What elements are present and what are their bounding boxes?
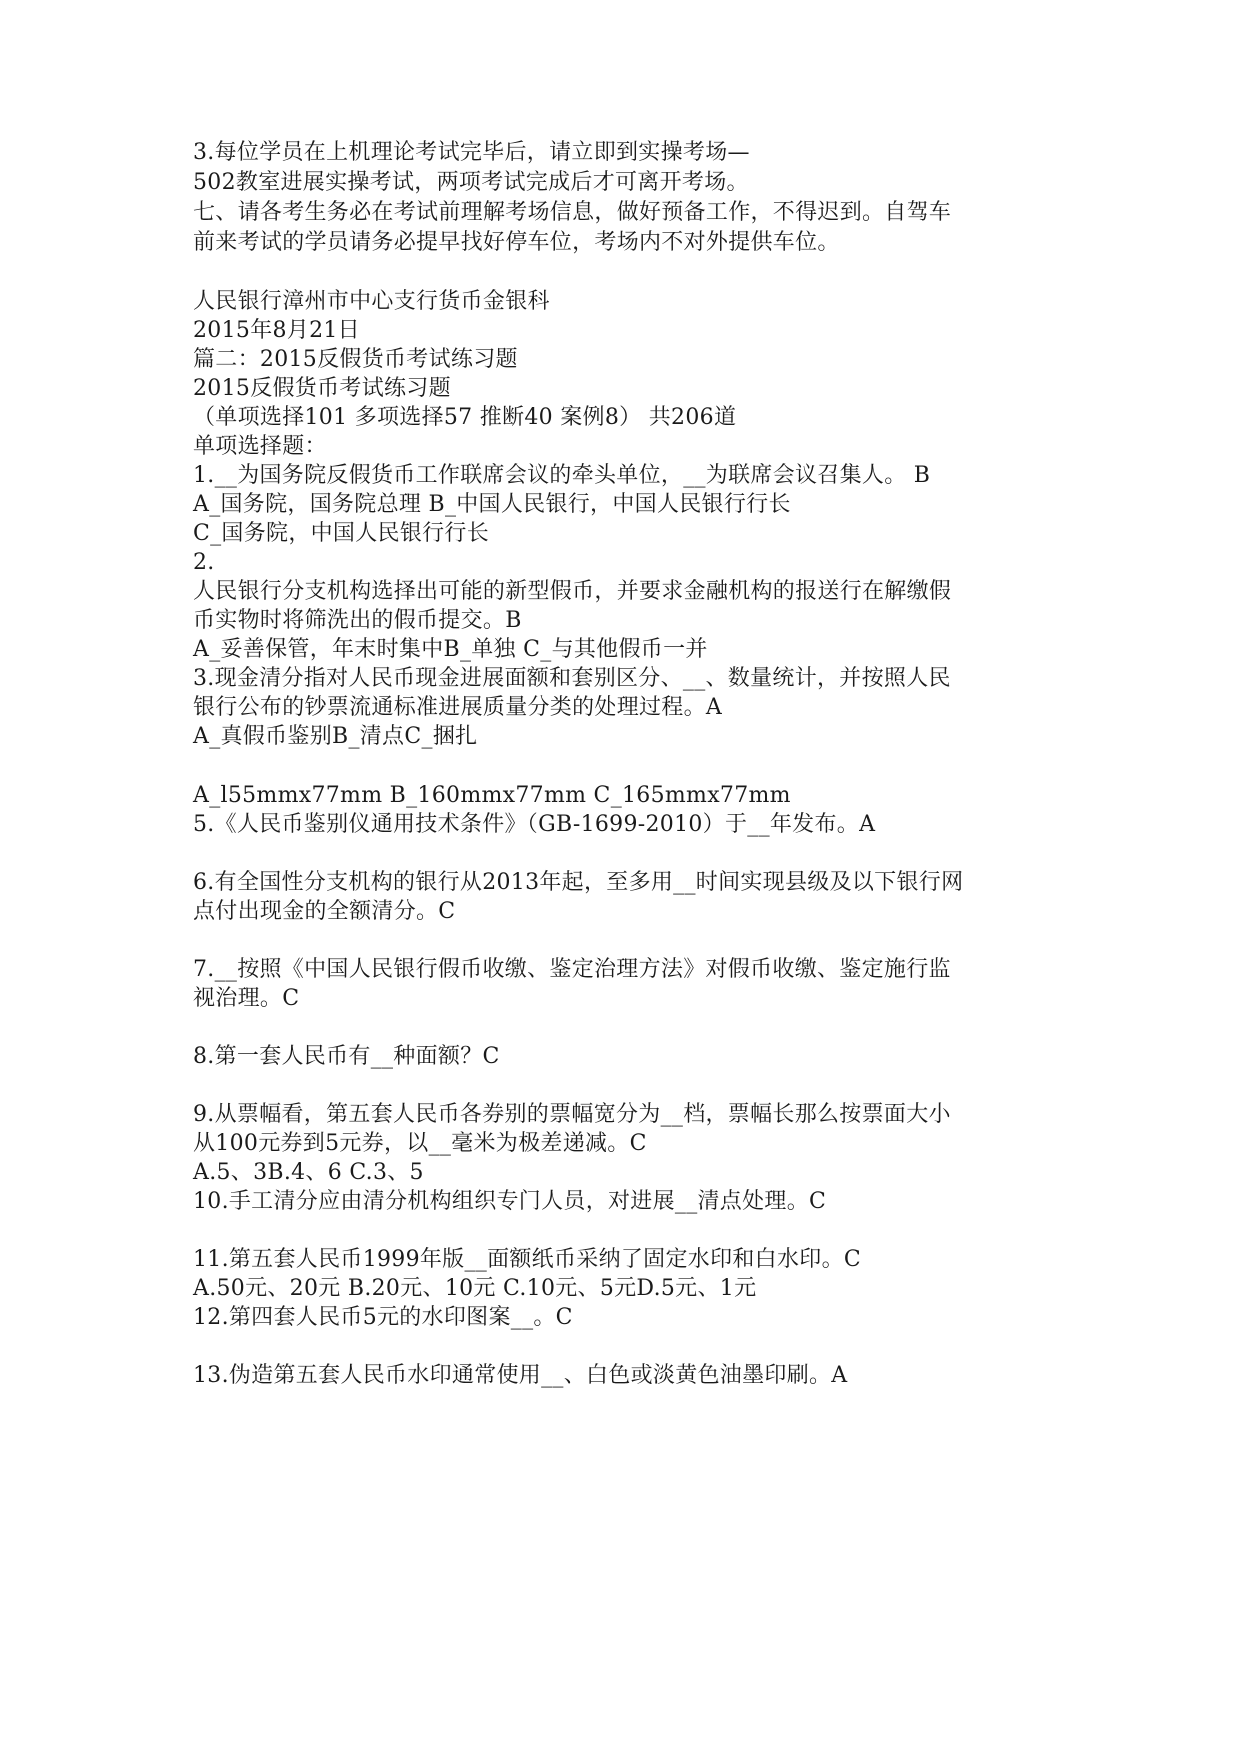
text-line: 1.__为国务院反假货币工作联席会议的牵头单位，__为联席会议召集人。 B <box>193 463 931 488</box>
text-line: 2015反假货币考试练习题 <box>193 376 451 401</box>
text-line: 人民银行分支机构选择出可能的新型假币，并要求金融机构的报送行在解缴假 <box>193 579 952 604</box>
text-line: 银行公布的钞票流通标准进展质量分类的处理过程。A <box>193 695 723 720</box>
text-line: 2. <box>193 550 215 575</box>
text-line: 篇二：2015反假货币考试练习题 <box>193 347 518 372</box>
text-line: 七、请各考生务必在考试前理解考场信息，做好预备工作，不得迟到。自驾车 <box>193 200 952 225</box>
text-line: A.50元、20元 B.20元、10元 C.10元、5元D.5元、1元 <box>193 1276 757 1301</box>
text-line: 3.每位学员在上机理论考试完毕后，请立即到实操考场— <box>193 140 750 165</box>
text-line: 12.第四套人民币5元的水印图案__。C <box>193 1305 573 1330</box>
text-line: 前来考试的学员请务必提早找好停车位，考场内不对外提供车位。 <box>193 230 840 255</box>
text-line: A_真假币鉴别B_清点C_捆扎 <box>193 724 478 749</box>
text-line: A_l55mmx77mm B_160mmx77mm C_165mmx77mm <box>193 783 791 808</box>
text-line: A_妥善保管，年末时集中B_单独 C_与其他假币一并 <box>193 637 708 662</box>
text-line: 点付出现金的全额清分。C <box>193 899 456 924</box>
text-line: 11.第五套人民币1999年版__面额纸币采纳了固定水印和白水印。C <box>193 1247 862 1272</box>
text-line: 单项选择题： <box>193 434 327 459</box>
text-line: A.5、3B.4、6 C.3、5 <box>193 1160 424 1185</box>
text-line: 13.伪造第五套人民币水印通常使用__、白色或淡黄色油墨印刷。A <box>193 1363 848 1388</box>
text-line: 2015年8月21日 <box>193 318 360 343</box>
text-line: C_国务院，中国人民银行行长 <box>193 521 490 546</box>
text-line: 5.《人民币鉴别仪通用技术条件》（GB-1699-2010）于__年发布。A <box>193 812 876 837</box>
text-line: 币实物时将筛洗出的假币提交。B <box>193 608 522 633</box>
text-line: A_国务院，国务院总理 B_中国人民银行，中国人民银行行长 <box>193 492 791 517</box>
text-line: 3.现金清分指对人民币现金进展面额和套别区分、__、数量统计，并按照人民 <box>193 666 951 691</box>
text-line: 7.__按照《中国人民银行假币收缴、鉴定治理方法》对假币收缴、鉴定施行监 <box>193 957 951 982</box>
text-line: 10.手工清分应由清分机构组织专门人员，对进展__清点处理。C <box>193 1189 827 1214</box>
text-line: 人民银行漳州市中心支行货币金银科 <box>193 289 550 314</box>
text-line: 视治理。C <box>193 986 300 1011</box>
text-line: 6.有全国性分支机构的银行从2013年起，至多用__时间实现县级及以下银行网 <box>193 870 964 895</box>
text-line: 9.从票幅看，第五套人民币各券别的票幅宽分为__档，票幅长那么按票面大小 <box>193 1102 951 1127</box>
text-line: （单项选择101 多项选择57 推断40 案例8） 共206道 <box>193 405 737 430</box>
text-line: 8.第一套人民币有__种面额？C <box>193 1044 500 1069</box>
text-line: 从100元券到5元券，以__毫米为极差递减。C <box>193 1131 647 1156</box>
text-line: 502教室进展实操考试，两项考试完成后才可离开考场。 <box>193 170 749 195</box>
